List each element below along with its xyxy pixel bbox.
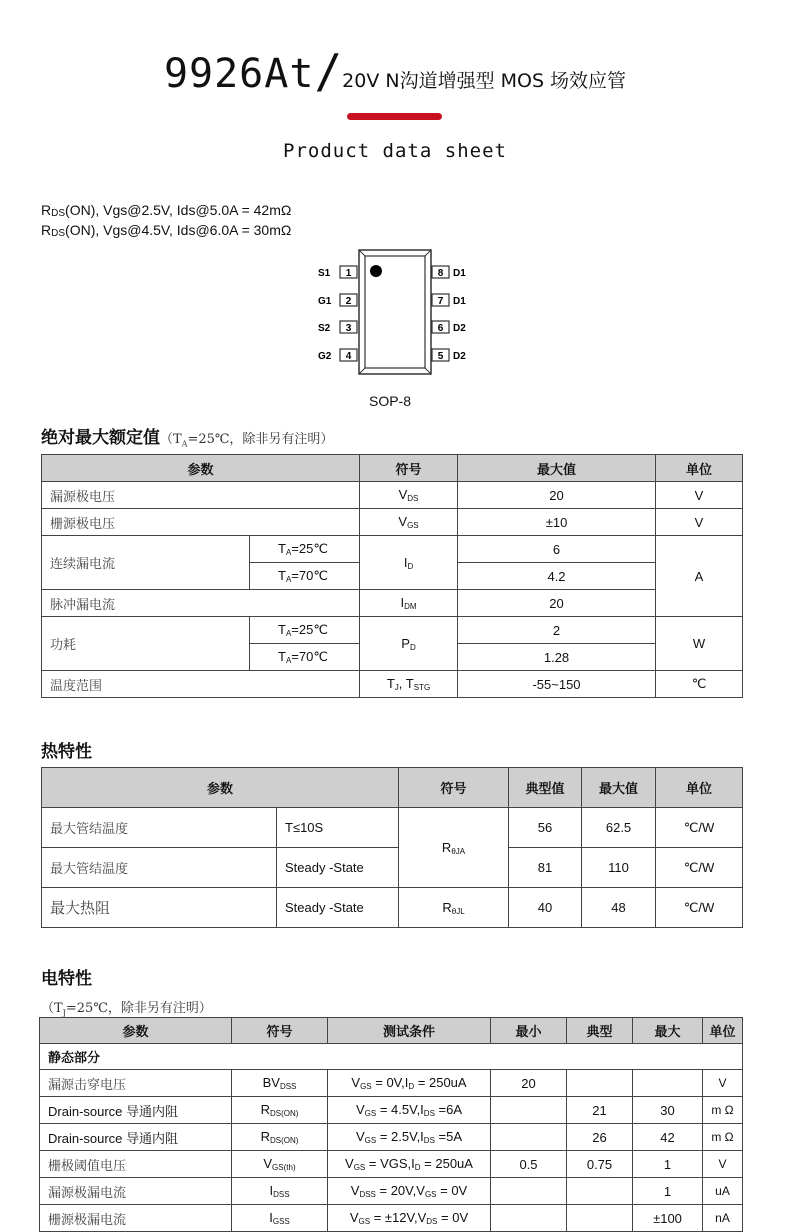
condition-cell [328, 1205, 491, 1232]
electrical-table [39, 1017, 743, 1232]
text-fragment: R [260, 1129, 270, 1144]
min-cell: 0.5 [491, 1151, 567, 1178]
param-cell: 漏源极漏电流 [40, 1178, 232, 1205]
pin-number: 3 [345, 323, 352, 334]
table-cell [250, 644, 360, 671]
symbol-cell [232, 1178, 328, 1205]
text-fragment: DS [51, 208, 66, 219]
table-cell: A [656, 536, 743, 617]
text-fragment: DS(ON) [269, 1109, 299, 1118]
column-header: 最大值 [582, 768, 656, 808]
table-row [42, 671, 743, 698]
symbol-cell [232, 1124, 328, 1151]
table-cell: ℃/W [656, 848, 743, 888]
text-fragment: , T [398, 676, 414, 691]
text-fragment: T [386, 676, 395, 691]
table-cell [250, 563, 360, 590]
typ-cell [567, 1070, 633, 1097]
table-row [40, 1097, 743, 1124]
table-cell: 40 [509, 888, 582, 928]
text-fragment: I [403, 554, 408, 570]
product-description: 20V N沟道增强型 MOS 场效应管 [342, 70, 627, 92]
text-fragment: DSS [359, 1190, 376, 1199]
max-cell: 1 [633, 1151, 703, 1178]
table-cell: ℃/W [656, 888, 743, 928]
text-fragment: A [285, 629, 292, 638]
table-header-row [42, 768, 743, 808]
table-cell: 脉冲漏电流 [42, 590, 360, 617]
pin-number: 8 [437, 268, 444, 279]
symbol-cell [232, 1151, 328, 1178]
text-fragment: P [401, 635, 410, 651]
pin-name: D2 [453, 351, 466, 362]
text-fragment: (ON), Vgs@2.5V, Ids@5.0A = 42mΩ [65, 202, 292, 218]
condition-cell [328, 1178, 491, 1205]
text-fragment: GS [364, 1136, 377, 1145]
table-cell: 20 [458, 590, 656, 617]
text-fragment: 绝对最大额定值 [41, 428, 160, 448]
page-title [0, 44, 790, 98]
condition-cell [328, 1124, 491, 1151]
max-cell: 42 [633, 1124, 703, 1151]
table-row [42, 590, 743, 617]
text-fragment: GS(th) [272, 1163, 296, 1172]
table-row [42, 888, 743, 928]
text-fragment: = 250uA [420, 1156, 473, 1171]
text-fragment: DSS [279, 1082, 297, 1091]
table-cell: 最大管结温度 [42, 848, 277, 888]
text-fragment: R [441, 839, 452, 855]
text-fragment: T [278, 649, 286, 664]
condition-cell [328, 1151, 491, 1178]
text-fragment: STG [413, 683, 431, 692]
text-fragment: =25℃，除非另有注明） [187, 432, 334, 447]
text-fragment: V [350, 1183, 360, 1198]
text-fragment: =25℃ [291, 541, 328, 556]
table-cell [360, 536, 458, 590]
abs-max-table [41, 454, 743, 698]
pin-name: G1 [318, 296, 332, 307]
text-fragment: R [41, 222, 52, 238]
table-cell: 最大热阻 [42, 888, 277, 928]
text-fragment: GS [407, 521, 419, 530]
table-header-row [40, 1018, 743, 1044]
text-fragment: = VGS,I [365, 1156, 415, 1171]
typ-cell: 26 [567, 1124, 633, 1151]
pin-name: S2 [318, 323, 331, 334]
unit-cell: m Ω [703, 1124, 743, 1151]
text-fragment: R [41, 202, 52, 218]
text-fragment: = 4.5V,I [376, 1102, 424, 1117]
typ-cell [567, 1178, 633, 1205]
text-fragment: V [263, 1156, 273, 1171]
table-cell: 温度范围 [42, 671, 360, 698]
table-cell: 静态部分 [40, 1044, 743, 1070]
text-fragment: V [349, 1210, 359, 1225]
text-fragment: = ±12V,V [370, 1210, 427, 1225]
pin-number: 2 [345, 296, 352, 307]
text-fragment: = 20V,V [375, 1183, 425, 1198]
table-cell [250, 536, 360, 563]
max-cell: 30 [633, 1097, 703, 1124]
table-row [42, 509, 743, 536]
max-cell: ±100 [633, 1205, 703, 1232]
table-cell: 110 [582, 848, 656, 888]
text-fragment: I [400, 595, 405, 610]
text-fragment: J [394, 683, 399, 692]
unit-cell: V [703, 1070, 743, 1097]
text-fragment: = 0V,I [371, 1075, 409, 1090]
thermal-table [41, 767, 743, 928]
table-cell: -55~150 [458, 671, 656, 698]
min-cell: 20 [491, 1070, 567, 1097]
text-fragment: GS [364, 1109, 377, 1118]
table-cell [360, 671, 458, 698]
table-row [42, 848, 743, 888]
col-header-unit: 单位 [656, 455, 743, 482]
min-cell [491, 1097, 567, 1124]
column-header: 最大 [633, 1018, 703, 1044]
unit-cell: m Ω [703, 1097, 743, 1124]
table-cell: ℃ [656, 671, 743, 698]
table-row [42, 617, 743, 644]
column-header: 参数 [40, 1018, 232, 1044]
subtitle: Product data sheet [283, 140, 507, 162]
table-cell: 62.5 [582, 808, 656, 848]
table-cell: 漏源极电压 [42, 482, 360, 509]
text-fragment: GSS [272, 1217, 290, 1226]
min-cell [491, 1205, 567, 1232]
pin-name: D2 [453, 323, 466, 334]
text-fragment: D [414, 1163, 421, 1172]
table-row [40, 1070, 743, 1097]
col-header-max: 最大值 [458, 455, 656, 482]
text-fragment: GS [424, 1190, 437, 1199]
column-header: 测试条件 [328, 1018, 491, 1044]
text-fragment: =70℃ [291, 649, 328, 664]
text-fragment: I [269, 1210, 273, 1225]
text-fragment: DSS [273, 1190, 290, 1199]
text-fragment: DS(ON) [269, 1136, 299, 1145]
table-cell: W [656, 617, 743, 671]
table-cell: V [656, 509, 743, 536]
max-cell [633, 1070, 703, 1097]
abs-max-title [41, 423, 333, 449]
accent-divider [347, 113, 442, 120]
table-cell: ℃/W [656, 808, 743, 848]
sop8-package-diagram [310, 248, 480, 382]
table-cell: Steady -State [277, 848, 399, 888]
thermal-title: 热特性 [41, 742, 92, 762]
table-cell: 48 [582, 888, 656, 928]
unit-cell: uA [703, 1178, 743, 1205]
table-cell: 6 [458, 536, 656, 563]
column-header: 典型值 [509, 768, 582, 808]
pin-number: 5 [437, 351, 444, 362]
text-fragment: GS [360, 1082, 372, 1091]
table-cell: 最大管结温度 [42, 808, 277, 848]
text-fragment: =5A [434, 1129, 463, 1144]
abs-max-note [160, 432, 333, 447]
column-header: 参数 [42, 768, 399, 808]
param-cell: 栅源极漏电流 [40, 1205, 232, 1232]
text-fragment: D [407, 561, 414, 571]
text-fragment: A [181, 439, 188, 449]
column-header: 单位 [703, 1018, 743, 1044]
typ-cell: 0.75 [567, 1151, 633, 1178]
table-row [40, 1205, 743, 1232]
symbol-cell [360, 482, 458, 509]
pin-number: 1 [345, 268, 352, 279]
text-fragment: BV [262, 1075, 280, 1090]
max-cell: 1 [633, 1178, 703, 1205]
pin-number: 6 [437, 323, 444, 334]
unit-cell: V [703, 1151, 743, 1178]
table-cell: 2 [458, 617, 656, 644]
table-row [40, 1151, 743, 1178]
pin-number: 7 [437, 296, 444, 307]
text-fragment: DM [404, 602, 417, 611]
unit-cell: nA [703, 1205, 743, 1232]
table-cell [399, 808, 509, 888]
text-fragment: A [285, 656, 292, 665]
column-header: 符号 [232, 1018, 328, 1044]
pin-number: 4 [345, 351, 352, 362]
text-fragment: V [355, 1102, 365, 1117]
symbol-cell [232, 1097, 328, 1124]
text-fragment: （T [41, 1001, 63, 1016]
param-cell: Drain-source 导通内阻 [40, 1097, 232, 1124]
table-cell: 4.2 [458, 563, 656, 590]
electrical-note [41, 997, 212, 1018]
text-fragment: GS [358, 1217, 371, 1226]
text-fragment: = 0V [437, 1210, 469, 1225]
table-cell: 56 [509, 808, 582, 848]
text-fragment: D [409, 642, 416, 652]
text-fragment: DS [426, 1217, 438, 1226]
table-cell [360, 509, 458, 536]
condition-cell [328, 1070, 491, 1097]
title-separator: / [314, 44, 343, 98]
text-fragment: =25℃ [291, 622, 328, 637]
symbol-cell [232, 1205, 328, 1232]
table-cell [399, 888, 509, 928]
table-header-row [42, 455, 743, 482]
table-cell: 81 [509, 848, 582, 888]
text-fragment: =6A [434, 1102, 463, 1117]
pin-name: G2 [318, 351, 332, 362]
model-number: 9926At [163, 51, 315, 97]
text-fragment: θJA [451, 846, 466, 856]
condition-cell [328, 1097, 491, 1124]
text-fragment: DS [423, 1109, 435, 1118]
min-cell [491, 1178, 567, 1205]
text-fragment: I [269, 1183, 274, 1198]
table-cell: T≤10S [277, 808, 399, 848]
table-cell: 1.28 [458, 644, 656, 671]
text-fragment: V [345, 1156, 354, 1171]
table-cell [360, 590, 458, 617]
pin-name: D1 [453, 268, 466, 279]
text-fragment: DS [51, 228, 66, 239]
text-fragment: A [285, 548, 292, 557]
text-fragment: = 0V [436, 1183, 468, 1198]
param-cell: Drain-source 导通内阻 [40, 1124, 232, 1151]
section-row-static [40, 1044, 743, 1070]
param-cell: 栅极阈值电压 [40, 1151, 232, 1178]
column-header: 符号 [399, 768, 509, 808]
table-row [42, 808, 743, 848]
min-cell [491, 1124, 567, 1151]
table-cell: 功耗 [42, 617, 250, 671]
column-header: 典型 [567, 1018, 633, 1044]
text-fragment: T [278, 622, 286, 637]
pin-name: S1 [318, 268, 331, 279]
electrical-title: 电特性 [41, 969, 92, 989]
table-cell [360, 617, 458, 671]
text-fragment: = 250uA [414, 1075, 467, 1090]
table-cell: 20 [458, 482, 656, 509]
pin1-marker-icon [370, 265, 382, 277]
text-fragment: DS [423, 1136, 435, 1145]
col-header-symbol: 符号 [360, 455, 458, 482]
table-cell: Steady -State [277, 888, 399, 928]
text-fragment: D [408, 1082, 415, 1091]
table-cell: V [656, 482, 743, 509]
text-fragment: DS [407, 494, 419, 503]
table-row [42, 536, 743, 563]
text-fragment: J [62, 1008, 66, 1018]
spec-line-1 [41, 202, 291, 219]
text-fragment: T [278, 568, 286, 583]
table-cell: ±10 [458, 509, 656, 536]
column-header: 单位 [656, 768, 743, 808]
column-header: 最小 [491, 1018, 567, 1044]
param-cell: 漏源击穿电压 [40, 1070, 232, 1097]
text-fragment: （T [160, 432, 182, 447]
text-fragment: =25℃，除非另有注明） [65, 1001, 212, 1016]
symbol-cell [232, 1070, 328, 1097]
spec-line-2 [41, 222, 291, 239]
typ-cell [567, 1205, 633, 1232]
text-fragment: R [442, 899, 452, 915]
text-fragment: V [398, 487, 408, 502]
text-fragment: V [355, 1129, 365, 1144]
table-row [42, 482, 743, 509]
typ-cell: 21 [567, 1097, 633, 1124]
text-fragment: =70℃ [291, 568, 328, 583]
text-fragment: θJL [451, 906, 465, 916]
table-row [40, 1124, 743, 1151]
text-fragment: T [278, 541, 286, 556]
package-label: SOP-8 [368, 393, 411, 409]
text-fragment: V [351, 1075, 361, 1090]
text-fragment: V [398, 514, 408, 529]
table-cell: 栅源极电压 [42, 509, 360, 536]
table-cell: 连续漏电流 [42, 536, 250, 590]
pin-name: D1 [453, 296, 466, 307]
text-fragment: A [285, 575, 292, 584]
text-fragment: = 2.5V,I [376, 1129, 424, 1144]
table-cell [250, 617, 360, 644]
col-header-param: 参数 [42, 455, 360, 482]
text-fragment: R [260, 1102, 270, 1117]
table-row [40, 1178, 743, 1205]
text-fragment: (ON), Vgs@4.5V, Ids@6.0A = 30mΩ [65, 222, 292, 238]
text-fragment: GS [353, 1163, 366, 1172]
